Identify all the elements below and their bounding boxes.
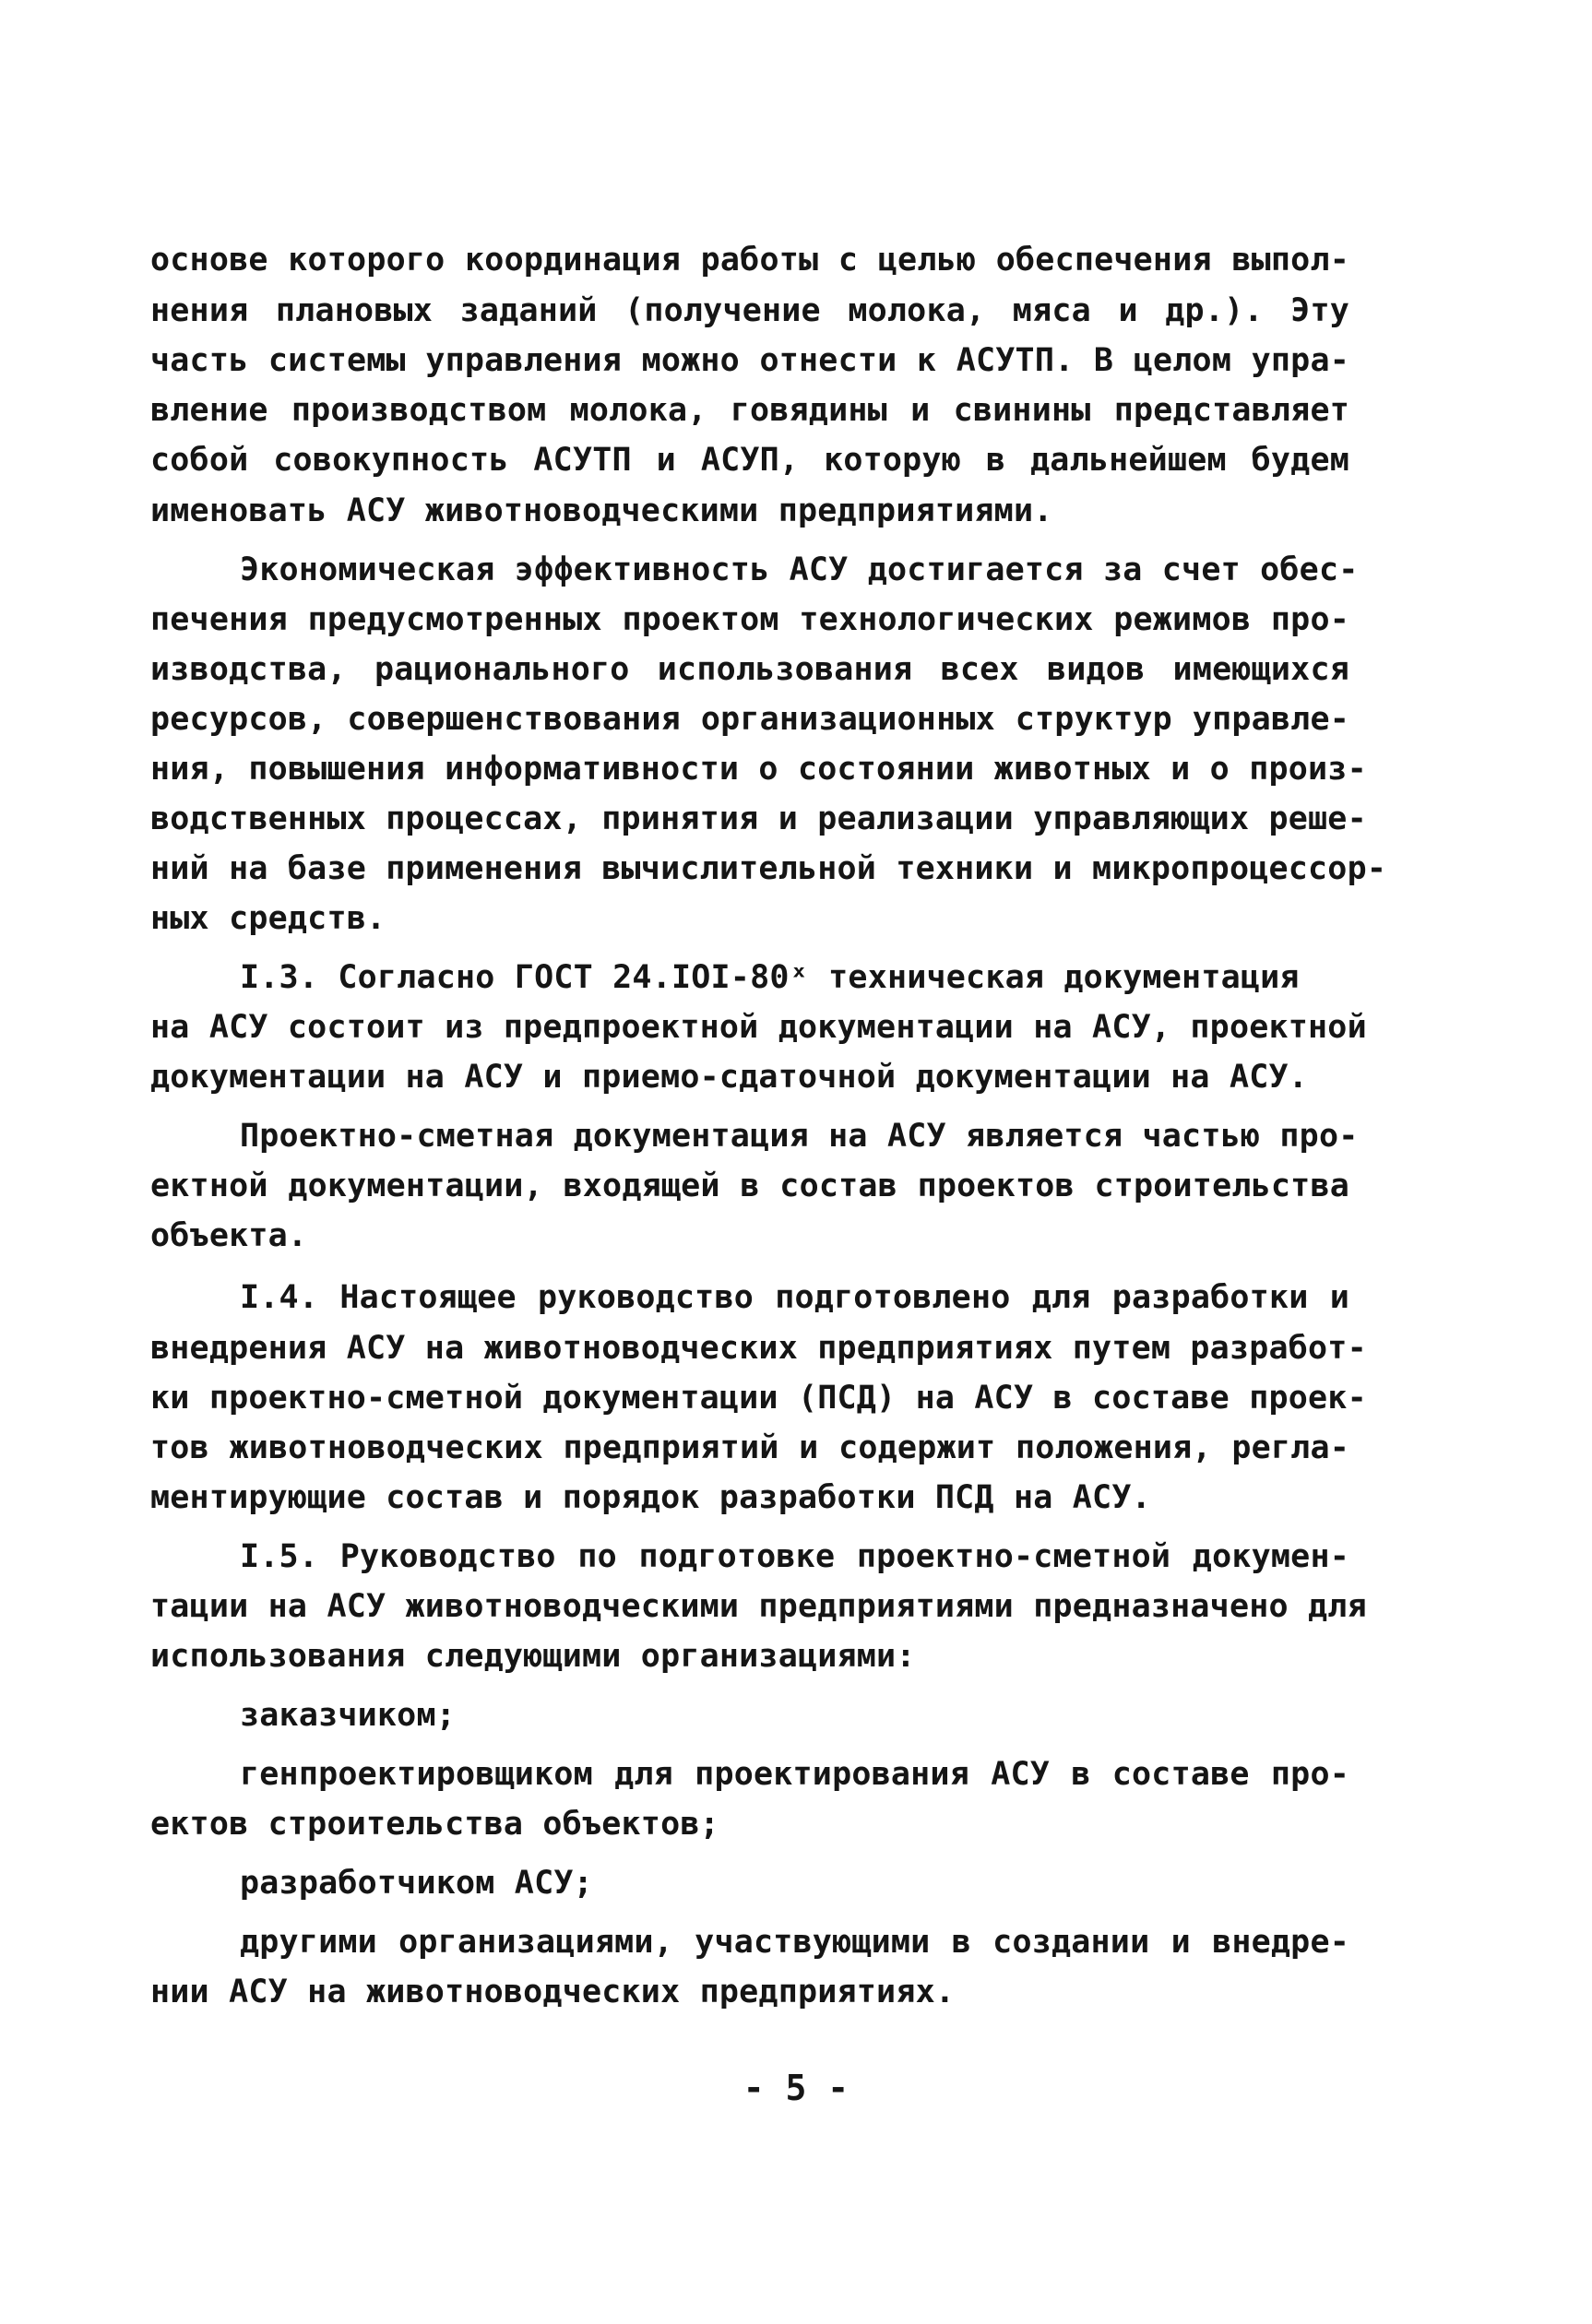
text-line: использования следующими организациями: (150, 1638, 916, 1675)
list-item: заказчиком; (240, 1697, 456, 1734)
text-line: ресурсов, совершенствования организационных структур управле- (150, 701, 1349, 738)
text-line: нения плановых заданий (получение молока, мяса и др.). Эту (150, 292, 1349, 329)
text-line: вление производством молока, говядины и свинины представляет (150, 392, 1349, 429)
text-line: печения предусмотренных проектом технологических режимов про- (150, 601, 1349, 638)
section-heading-line: I.5. Руководство по подготовке проектно-сметной докумен- (240, 1538, 1349, 1575)
text-line: тов животноводческих предприятий и содержит положения, регла- (150, 1429, 1349, 1466)
text-line: ний на базе применения вычислительной техники и микропроцессор- (150, 850, 1387, 887)
text-line: ментирующие состав и порядок разработки ПСД на АСУ. (150, 1479, 1151, 1516)
text-line: часть системы управления можно отнести к АСУТП. В целом упра- (150, 342, 1349, 379)
page-number: - 5 - (743, 2068, 849, 2108)
list-item: генпроектировщиком для проектирования АСУ в составе про- (240, 1756, 1349, 1793)
text-line: нии АСУ на животноводческих предприятиях. (150, 1974, 956, 2010)
text-line: внедрения АСУ на животноводческих предприятиях путем разработ- (150, 1330, 1367, 1367)
text-line: документации на АСУ и приемо-сдаточной документации на АСУ. (150, 1059, 1309, 1096)
text-line: именовать АСУ животноводческими предприятиями. (150, 492, 1053, 529)
text-line: собой совокупность АСУТП и АСУП, которую в дальнейшем будем (150, 442, 1349, 479)
list-item: другими организациями, участвующими в создании и внедре- (240, 1924, 1349, 1961)
text-line: ки проектно-сметной документации (ПСД) на АСУ в составе проек- (150, 1380, 1367, 1417)
section-heading-line: I.3. Согласно ГОСТ 24.IOI-80ˣ техническая документация (240, 959, 1300, 996)
section-heading-line: I.4. Настоящее руководство подготовлено для разработки и (240, 1279, 1349, 1316)
text-line: основе которого координация работы с целью обеспечения выпол- (150, 242, 1349, 279)
text-line: ных средств. (150, 900, 386, 937)
text-line: Проектно-сметная документация на АСУ является частью про- (240, 1118, 1359, 1155)
text-line: Экономическая эффективность АСУ достигается за счет обес- (240, 551, 1359, 588)
text-line: водственных процессах, принятия и реализации управляющих реше- (150, 800, 1367, 837)
text-line: ния, повышения информативности о состоянии животных и о произ- (150, 751, 1367, 788)
text-line: ектов строительства объектов; (150, 1806, 719, 1843)
text-line: изводства, рационального использования всех видов имеющихся (150, 651, 1349, 688)
list-item: разработчиком АСУ; (240, 1865, 593, 1902)
text-line: тации на АСУ животноводческими предприятиями предназначено для (150, 1588, 1367, 1625)
text-line: объекта. (150, 1217, 308, 1254)
text-line: ектной документации, входящей в состав проектов строительства (150, 1168, 1349, 1204)
text-line: на АСУ состоит из предпроектной документации на АСУ, проектной (150, 1009, 1367, 1046)
